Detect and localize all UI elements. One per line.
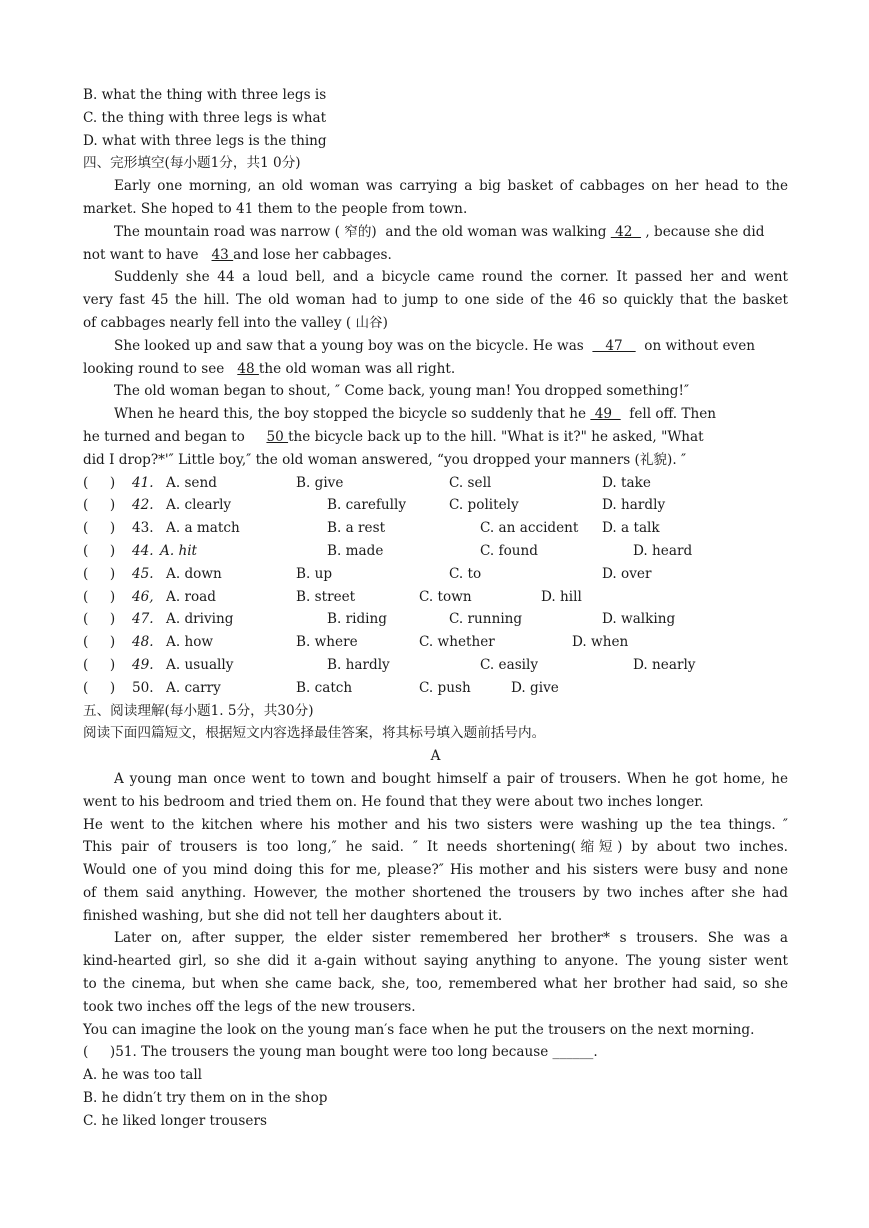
choice-a: A. usually [166, 656, 234, 673]
question-number: 46, [132, 588, 154, 605]
choice-d: D. over [602, 565, 652, 582]
question-row-45 [83, 563, 788, 586]
question-row-46 [83, 586, 788, 609]
question-row-44 [83, 540, 788, 563]
cloze-paragraph-line: did I drop?*'″ Little boy,″ the old woman answered, “you dropped your manners (礼貌). ″ [83, 451, 687, 468]
passage-line: Would one of you mind doing this for me, please?″ His mother and his sisters were busy and none [83, 862, 788, 879]
cloze-paragraph-line: The mountain road was narrow ( 窄的) and the old woman was walking 42 , because she did [114, 223, 765, 240]
choice-b: B. where [296, 634, 358, 651]
option-b-line: B. what the thing with three legs is [83, 87, 327, 103]
question-number: 48. [132, 634, 154, 651]
q51-option-b: B. he didn′t try them on in the shop [83, 1090, 328, 1107]
choice-c: C. an accident [480, 520, 579, 537]
section-5-instruction: 阅读下面四篇短文，根据短文内容选择最佳答案，将其标号填入题前括号内。 [83, 725, 546, 742]
choice-d: D. a talk [602, 520, 660, 537]
choice-c: C. found [480, 542, 538, 559]
passage-label: A [430, 748, 441, 765]
choice-d: D. give [511, 679, 559, 696]
choice-c: C. to [449, 565, 482, 582]
choice-d: D. when [572, 634, 629, 651]
choice-c: C. whether [419, 634, 495, 651]
question-row-43 [83, 517, 788, 540]
cloze-paragraph-line: Suddenly she 44 a loud bell, and a bicycle came round the corner. It passed her and went [114, 269, 788, 286]
choice-a: A. how [166, 634, 214, 651]
cloze-paragraph-line: When he heard this, the boy stopped the bicycle so suddenly that he 49 fell off. Then [114, 406, 717, 423]
question-number: 42. [132, 497, 154, 514]
answer-paren[interactable]: ( ) [83, 588, 116, 605]
choice-a: A. down [166, 565, 222, 582]
choice-a: A. driving [166, 611, 234, 628]
choice-a: A. hit [160, 542, 198, 559]
choice-a: A. road [166, 588, 216, 605]
question-number: 49. [132, 656, 154, 673]
cloze-paragraph-line: The old woman began to shout, ″ Come back, young man! You dropped something!″ [114, 383, 690, 400]
blank-50: 50 [266, 428, 289, 445]
answer-paren[interactable]: ( ) [83, 520, 116, 537]
choice-d: D. walking [602, 611, 676, 628]
choice-d: D. hardly [602, 497, 666, 514]
passage-line: went to his bedroom and tried them on. He found that they were about two inches longer. [83, 793, 704, 810]
choice-c: C. running [449, 611, 523, 628]
passage-line: took two inches off the legs of the new trousers. [83, 998, 416, 1015]
passage-line: to the cinema, but when she came back, she, too, remembered what her brother had said, so she [83, 976, 788, 993]
section-4-header: 四、完形填空(每小题1分，共1 0分) [83, 155, 301, 172]
passage-line: You can imagine the look on the young man′s face when he put the trousers on the next morning. [83, 1021, 755, 1038]
q51-option-a: A. he was too tall [83, 1067, 203, 1084]
choice-b: B. catch [296, 679, 353, 696]
blank-43: 43 [211, 246, 234, 263]
question-number: 43. [132, 520, 154, 537]
choice-a: A. send [166, 474, 217, 491]
choice-b: B. carefully [327, 497, 407, 514]
passage-line: A young man once went to town and bought himself a pair of trousers. When he got home, he [114, 770, 788, 787]
blank-49: 49 [590, 406, 621, 423]
blank-48: 48 [237, 360, 259, 377]
passage-line: Later on, after supper, the elder sister remembered her brother* s trousers. She was a [114, 930, 788, 947]
cloze-paragraph-line: he turned and began to 50 the bicycle back up to the hill. "What is it?" he asked, "What [83, 428, 704, 445]
cloze-paragraph-line: Early one morning, an old woman was carrying a big basket of cabbages on her head to the [114, 178, 788, 195]
question-51[interactable]: ( )51. The trousers the young man bought were too long because ______. [83, 1044, 598, 1061]
q51-option-c: C. he liked longer trousers [83, 1112, 267, 1129]
option-d-line: D. what with three legs is the thing [83, 132, 327, 149]
choice-d: D. heard [633, 542, 693, 559]
question-row-50 [83, 677, 788, 700]
passage-line: This pair of trousers is too long,″ he said. ″ It needs shortening(缩短) by about two inches. [83, 839, 788, 856]
choice-b: B. up [296, 565, 333, 582]
question-row-47 [83, 608, 788, 631]
answer-paren[interactable]: ( ) [83, 634, 116, 651]
choice-d: D. take [602, 474, 651, 491]
answer-paren[interactable]: ( ) [83, 565, 116, 582]
choice-a: A. carry [166, 679, 221, 696]
question-number: 44. [132, 542, 154, 559]
question-number: 50. [132, 679, 154, 696]
exam-page [83, 84, 788, 1133]
question-row-48 [83, 631, 788, 654]
choice-c: C. push [419, 679, 471, 696]
passage-line: finished washing, but she did not tell her daughters about it. [83, 907, 503, 924]
choice-b: B. made [327, 542, 384, 559]
cloze-paragraph-line: very fast 45 the hill. The old woman had to jump to one side of the 46 so quickly that the basket [83, 292, 788, 309]
answer-paren[interactable]: ( ) [83, 611, 116, 628]
answer-paren[interactable]: ( ) [83, 542, 116, 559]
blank-47: 47 [592, 337, 636, 354]
choice-c: C. easily [480, 656, 539, 673]
passage-line: of them said anything. However, the mother shortened the trousers by two inches after she had [83, 884, 788, 901]
choice-b: B. a rest [327, 520, 386, 537]
choice-b: B. street [296, 588, 356, 605]
answer-paren[interactable]: ( ) [83, 497, 116, 514]
cloze-paragraph-line: market. She hoped to 41 them to the people from town. [83, 200, 468, 217]
choice-b: B. give [296, 474, 344, 491]
option-c-line: C. the thing with three legs is what [83, 109, 327, 126]
choice-c: C. politely [449, 497, 519, 514]
passage-line: kind-hearted girl, so she did it a-gain without saying anything to anyone. The young sister went [83, 953, 788, 970]
choice-d: D. hill [541, 588, 582, 605]
question-number: 47. [132, 611, 154, 628]
choice-d: D. nearly [633, 656, 696, 673]
choice-b: B. riding [327, 611, 387, 628]
answer-paren[interactable]: ( ) [83, 679, 116, 696]
question-row-41 [83, 472, 788, 495]
question-row-42 [83, 494, 788, 517]
cloze-paragraph-line: not want to have 43 and lose her cabbages. [83, 246, 392, 263]
cloze-paragraph-line: of cabbages nearly fell into the valley ( 山谷) [83, 314, 388, 331]
question-row-49 [83, 654, 788, 677]
cloze-paragraph-line: She looked up and saw that a young boy was on the bicycle. He was 47 on without even [114, 337, 756, 354]
blank-42: 42 [610, 223, 642, 240]
answer-paren[interactable]: ( ) [83, 474, 116, 491]
question-number: 41. [132, 474, 154, 491]
choice-b: B. hardly [327, 656, 390, 673]
passage-line: He went to the kitchen where his mother and his two sisters were washing up the tea things. ″ [83, 816, 788, 833]
choice-a: A. clearly [166, 497, 232, 514]
cloze-paragraph-line: looking round to see 48 the old woman was all right. [83, 360, 456, 377]
choice-c: C. town [419, 588, 472, 605]
choice-a: A. a match [166, 520, 240, 537]
section-5-header: 五、阅读理解(每小题1. 5分，共30分) [83, 702, 314, 719]
answer-paren[interactable]: ( ) [83, 656, 116, 673]
question-number: 45. [132, 565, 154, 582]
choice-c: C. sell [449, 474, 492, 491]
